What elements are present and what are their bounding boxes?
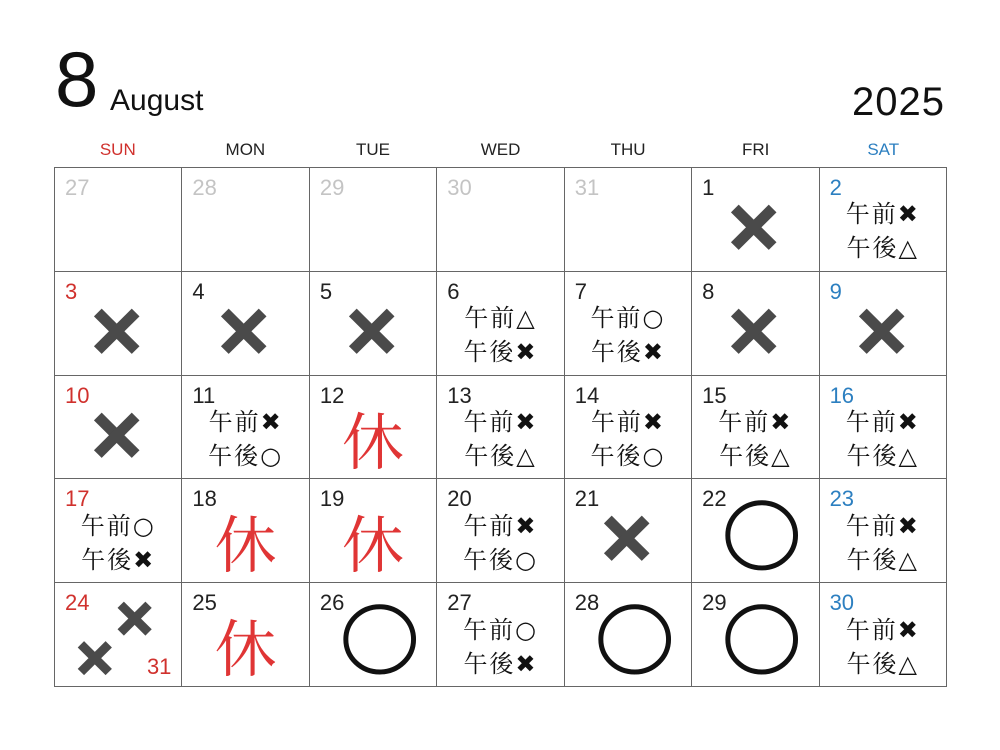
availability-notes xyxy=(565,300,691,371)
day-cell[interactable] xyxy=(55,479,182,583)
day-number: 29 xyxy=(319,175,345,200)
holiday-mark: 休 xyxy=(214,509,277,583)
morning-availability: 午前△ xyxy=(464,304,537,333)
cross-mark-icon xyxy=(820,272,946,375)
cross-mark-icon xyxy=(692,168,818,271)
day-number: 25 xyxy=(192,590,217,616)
weekday-header-row xyxy=(54,136,947,164)
availability-notes xyxy=(437,507,563,578)
cross-mark-icon xyxy=(692,272,818,375)
day-cell[interactable] xyxy=(310,168,437,272)
day-number: 6 xyxy=(447,278,460,304)
afternoon-availability: 午後○ xyxy=(208,441,284,470)
day-number: 31 xyxy=(574,175,600,200)
day-cell[interactable] xyxy=(55,168,182,272)
day-cell[interactable] xyxy=(182,583,309,687)
cross-mark-icon xyxy=(310,272,436,375)
day-cell[interactable] xyxy=(692,583,819,687)
circle-mark-icon xyxy=(692,583,818,686)
day-cell[interactable] xyxy=(820,168,947,272)
day-number: 10 xyxy=(65,382,90,408)
day-cell[interactable] xyxy=(437,479,564,583)
day-number: 15 xyxy=(702,382,727,408)
day-number: 28 xyxy=(192,175,217,200)
day-cell[interactable] xyxy=(565,376,692,480)
day-number: 30 xyxy=(447,175,472,200)
day-number: 19 xyxy=(319,486,345,512)
day-number: 28 xyxy=(574,590,600,616)
day-cell[interactable] xyxy=(692,479,819,583)
afternoon-availability: 午後✖ xyxy=(463,338,538,367)
circle-mark-icon xyxy=(565,583,691,686)
weekday-sat: SAT xyxy=(867,140,900,159)
afternoon-availability: 午後△ xyxy=(846,234,920,263)
day-cell[interactable] xyxy=(310,376,437,480)
day-number: 2 xyxy=(829,175,842,200)
afternoon-availability: 午後○ xyxy=(463,545,538,574)
day-number: 27 xyxy=(447,590,472,616)
day-cell[interactable] xyxy=(565,479,692,583)
afternoon-availability: 午後△ xyxy=(846,649,920,678)
morning-availability: 午前✖ xyxy=(845,511,920,540)
day-cell[interactable] xyxy=(182,168,309,272)
day-cell[interactable] xyxy=(182,479,309,583)
day-number: 22 xyxy=(702,486,727,512)
afternoon-availability: 午後△ xyxy=(719,441,792,470)
availability-notes xyxy=(437,300,563,371)
day-number: 4 xyxy=(192,278,205,304)
day-number: 23 xyxy=(829,486,855,512)
month-name: August xyxy=(110,84,204,117)
weekday-fri: FRI xyxy=(741,140,770,159)
afternoon-availability: 午後△ xyxy=(846,441,920,470)
day-number: 29 xyxy=(702,590,727,616)
circle-mark-icon xyxy=(310,583,436,686)
weekday-wed: WED xyxy=(480,140,521,159)
day-number: 1 xyxy=(702,175,715,200)
weekday-sun: SUN xyxy=(99,140,136,159)
day-cell[interactable] xyxy=(437,168,564,272)
day-cell[interactable] xyxy=(692,376,819,480)
day-number: 14 xyxy=(574,382,600,408)
day-number: 18 xyxy=(192,486,217,512)
morning-availability: 午前✖ xyxy=(208,407,283,436)
afternoon-availability: 午後△ xyxy=(846,545,920,574)
morning-availability: 午前✖ xyxy=(463,511,538,540)
holiday-mark: 休 xyxy=(214,613,277,687)
availability-notes xyxy=(820,404,946,475)
weekday-tue: TUE xyxy=(355,140,390,159)
circle-mark-icon xyxy=(692,479,818,582)
day-cell[interactable] xyxy=(55,376,182,480)
availability-notes xyxy=(437,404,563,475)
day-cell[interactable] xyxy=(692,272,819,376)
weekday-thu: THU xyxy=(610,140,646,159)
day-cell[interactable] xyxy=(565,272,692,376)
day-cell[interactable] xyxy=(437,583,564,687)
afternoon-availability: 午後✖ xyxy=(463,649,538,678)
cross-mark-icon xyxy=(565,479,691,582)
day-cell[interactable] xyxy=(182,272,309,376)
day-cell[interactable] xyxy=(437,376,564,480)
weekday-mon: MON xyxy=(225,140,266,159)
morning-availability: 午前✖ xyxy=(845,615,920,644)
day-cell[interactable] xyxy=(310,479,437,583)
morning-availability: 午前○ xyxy=(80,511,156,540)
availability-notes xyxy=(820,611,946,682)
availability-notes xyxy=(820,196,946,267)
day-cell[interactable] xyxy=(820,583,947,687)
day-number: 30 xyxy=(829,590,855,616)
morning-availability: 午前✖ xyxy=(463,407,538,436)
afternoon-availability: 午後✖ xyxy=(81,545,156,574)
day-cell[interactable] xyxy=(692,168,819,272)
day-number: 24 xyxy=(65,590,90,616)
year-label: 2025 xyxy=(852,80,945,124)
day-cell[interactable] xyxy=(565,168,692,272)
day-cell[interactable] xyxy=(55,272,182,376)
availability-notes xyxy=(437,611,563,682)
availability-notes xyxy=(182,404,308,475)
morning-availability: 午前✖ xyxy=(590,407,665,436)
day-cell[interactable] xyxy=(565,583,692,687)
cross-mark-icon xyxy=(55,272,181,375)
day-cell[interactable] xyxy=(182,376,309,480)
availability-notes xyxy=(55,507,181,578)
holiday-mark: 休 xyxy=(342,405,405,479)
morning-availability: 午前○ xyxy=(590,304,666,333)
day-cell[interactable] xyxy=(820,376,947,480)
availability-notes xyxy=(820,507,946,578)
day-number: 5 xyxy=(319,278,333,304)
day-number: 12 xyxy=(319,382,345,408)
morning-availability: 午前✖ xyxy=(718,407,793,436)
day-cell[interactable] xyxy=(820,272,947,376)
day-number: 27 xyxy=(65,175,90,200)
day-cell[interactable] xyxy=(820,479,947,583)
day-number: 9 xyxy=(829,278,842,304)
day-cell[interactable] xyxy=(55,583,182,687)
day-number: 16 xyxy=(829,382,855,408)
cross-mark-icon xyxy=(55,376,181,479)
morning-availability: 午前✖ xyxy=(845,407,920,436)
day-number: 17 xyxy=(65,486,90,512)
afternoon-availability: 午後✖ xyxy=(590,338,665,367)
day-number: 11 xyxy=(192,382,216,408)
cross-mark-icon xyxy=(182,272,308,375)
availability-notes xyxy=(692,404,818,475)
holiday-mark: 休 xyxy=(342,509,405,583)
day-cell[interactable] xyxy=(310,583,437,687)
day-number: 20 xyxy=(447,486,472,512)
morning-availability: 午前○ xyxy=(463,615,538,644)
day-number: 3 xyxy=(65,278,78,304)
morning-availability: 午前✖ xyxy=(845,200,920,229)
afternoon-availability: 午後△ xyxy=(464,441,537,470)
day-number: 13 xyxy=(447,382,472,408)
day-cell[interactable] xyxy=(437,272,564,376)
day-number: 21 xyxy=(574,486,600,512)
availability-notes xyxy=(565,404,691,475)
day-number: 8 xyxy=(702,278,715,304)
day-number: 7 xyxy=(574,278,587,304)
calendar-grid xyxy=(54,167,947,687)
day-number: 26 xyxy=(319,590,345,616)
day-number-secondary: 31 xyxy=(146,654,172,679)
month-number: 8 xyxy=(55,35,99,123)
afternoon-availability: 午後○ xyxy=(590,441,666,470)
day-cell[interactable] xyxy=(310,272,437,376)
